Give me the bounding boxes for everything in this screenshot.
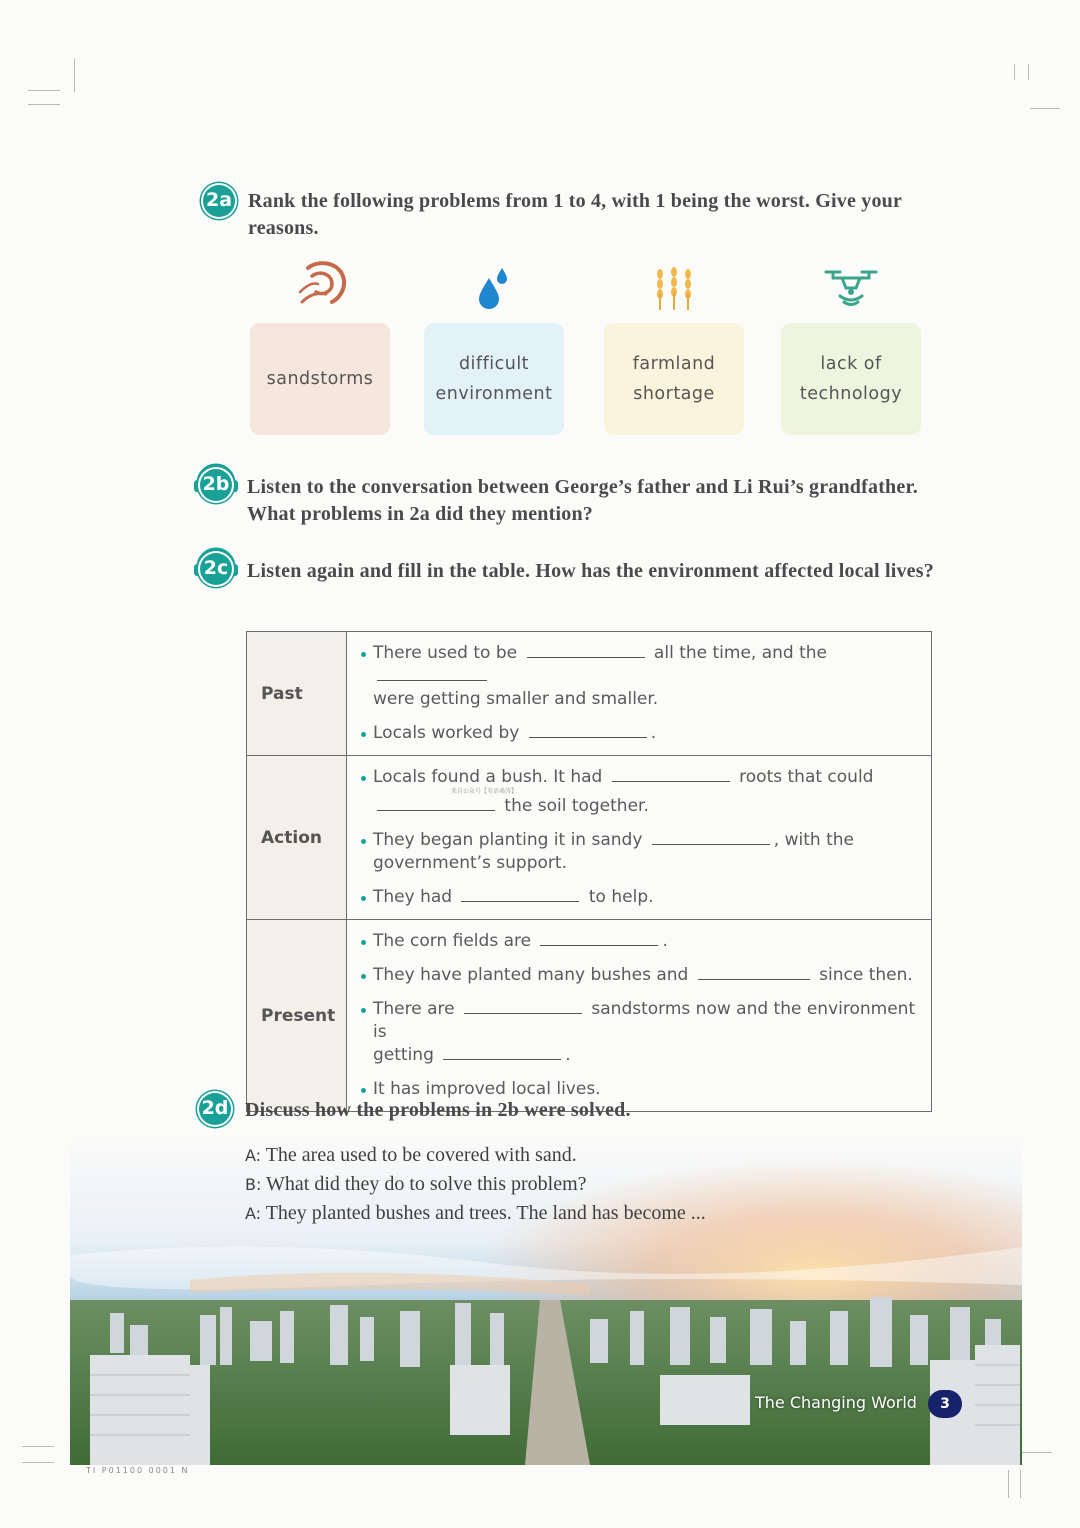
item-text: There are — [373, 999, 455, 1019]
card-label: lack of technology — [799, 354, 903, 404]
fill-in-table — [246, 631, 932, 1112]
speaker-label: B: — [245, 1175, 262, 1194]
list-item — [361, 722, 917, 745]
section-2c-badge: 2c — [200, 553, 232, 585]
item-text: , with the — [773, 830, 854, 850]
problem-card-environment — [424, 323, 564, 435]
answer-blank[interactable] — [540, 930, 658, 946]
item-text: It has improved local lives. — [373, 1079, 601, 1099]
water-drop-icon — [474, 266, 510, 310]
item-text: . — [662, 931, 668, 951]
list-item — [361, 829, 917, 875]
row-content — [347, 632, 932, 756]
section-2c-instruction: Listen again and fill in the table. How has the environment affected local lives? — [247, 560, 934, 582]
speaker-label: A: — [245, 1146, 262, 1165]
item-text: to help. — [588, 887, 654, 907]
crop-mark — [22, 1446, 54, 1447]
sandstorm-icon — [296, 258, 352, 310]
answer-blank[interactable] — [377, 795, 495, 811]
answer-blank[interactable] — [529, 722, 647, 738]
list-item — [361, 930, 917, 953]
drone-icon — [822, 266, 880, 314]
item-text: There used to be — [373, 643, 518, 663]
item-text: sandstorms now and the environment is — [373, 999, 916, 1042]
section-2a-instruction: Rank the following problems from 1 to 4, with 1 being the worst. Give your reasons. — [248, 190, 902, 239]
item-text: They had — [373, 887, 453, 907]
list-item — [361, 998, 917, 1067]
card-label: difficult environment — [435, 354, 553, 404]
table-row-present — [247, 920, 932, 1112]
answer-blank[interactable] — [464, 998, 582, 1014]
item-text: They began planting it in sandy — [373, 830, 643, 850]
crop-mark — [28, 90, 60, 91]
wheat-icon — [652, 264, 696, 312]
answer-blank[interactable] — [698, 964, 810, 980]
section-2b-instruction: Listen to the conversation between George’s father and Li Rui’s grandfather. What problems in 2a did they mention? — [247, 476, 918, 525]
answer-blank[interactable] — [527, 642, 645, 658]
item-text: all the time, and the — [653, 643, 827, 663]
table-row-past — [247, 632, 932, 756]
answer-blank[interactable] — [461, 886, 579, 902]
item-text: government’s support. — [373, 853, 567, 873]
item-text: getting — [373, 1045, 434, 1065]
list-item — [361, 964, 917, 987]
item-text: . — [650, 723, 657, 743]
problem-card-sandstorms — [250, 323, 390, 435]
row-content — [347, 756, 932, 920]
item-text: . — [565, 1045, 571, 1065]
crop-mark — [1014, 64, 1015, 80]
crop-mark — [74, 58, 75, 92]
speaker-label: A: — [245, 1204, 262, 1223]
watermark-note: 来自公众号【英语桑涛】 — [451, 788, 518, 795]
section-2d-badge: 2d — [199, 1093, 231, 1125]
answer-blank[interactable] — [377, 665, 487, 681]
row-content — [347, 920, 932, 1112]
print-code: TI P01100 0001 N — [86, 1466, 190, 1475]
dialog-line — [245, 1199, 706, 1228]
dialog-line — [245, 1170, 587, 1199]
item-text: the soil together. — [504, 796, 649, 816]
answer-blank[interactable] — [443, 1044, 561, 1060]
list-item — [361, 642, 917, 711]
problem-card-farmland — [604, 323, 744, 435]
crop-mark — [1008, 1470, 1009, 1498]
table-row-action — [247, 756, 932, 920]
card-label: sandstorms — [266, 369, 374, 389]
item-text: The corn fields are — [373, 931, 532, 951]
section-2a-badge: 2a — [203, 185, 235, 217]
dialog-text: They planted bushes and trees. The land has become ... — [265, 1202, 706, 1224]
dialog-text: The area used to be covered with sand. — [265, 1144, 577, 1166]
row-header-past: Past — [247, 632, 347, 756]
crop-mark — [22, 1462, 54, 1463]
item-text: since then. — [819, 965, 913, 985]
row-header-present: Present — [247, 920, 347, 1112]
answer-blank[interactable] — [652, 829, 770, 845]
unit-title: The Changing World — [755, 1393, 917, 1412]
item-text: Locals found a bush. It had — [373, 767, 603, 787]
crop-mark — [28, 104, 60, 105]
dialog-line — [245, 1141, 577, 1170]
list-item — [361, 886, 917, 909]
answer-blank[interactable] — [612, 766, 730, 782]
item-text: They have planted many bushes and — [373, 965, 689, 985]
dialog-text: What did they do to solve this problem? — [266, 1173, 587, 1195]
item-text: roots that could — [739, 767, 874, 787]
card-label: farmland shortage — [632, 354, 716, 404]
crop-mark — [1020, 1452, 1052, 1453]
page-number: 3 — [928, 1390, 962, 1418]
crop-mark — [1028, 64, 1029, 80]
problem-card-technology — [781, 323, 921, 435]
row-header-action: Action — [247, 756, 347, 920]
item-text: Locals worked by — [373, 723, 520, 743]
list-item — [361, 766, 917, 818]
crop-mark — [1020, 1470, 1021, 1498]
section-2d-instruction: Discuss how the problems in 2b were solved. — [245, 1099, 631, 1121]
crop-mark — [1030, 108, 1060, 109]
item-text: were getting smaller and smaller. — [373, 689, 659, 709]
section-2b-badge: 2b — [200, 469, 232, 501]
